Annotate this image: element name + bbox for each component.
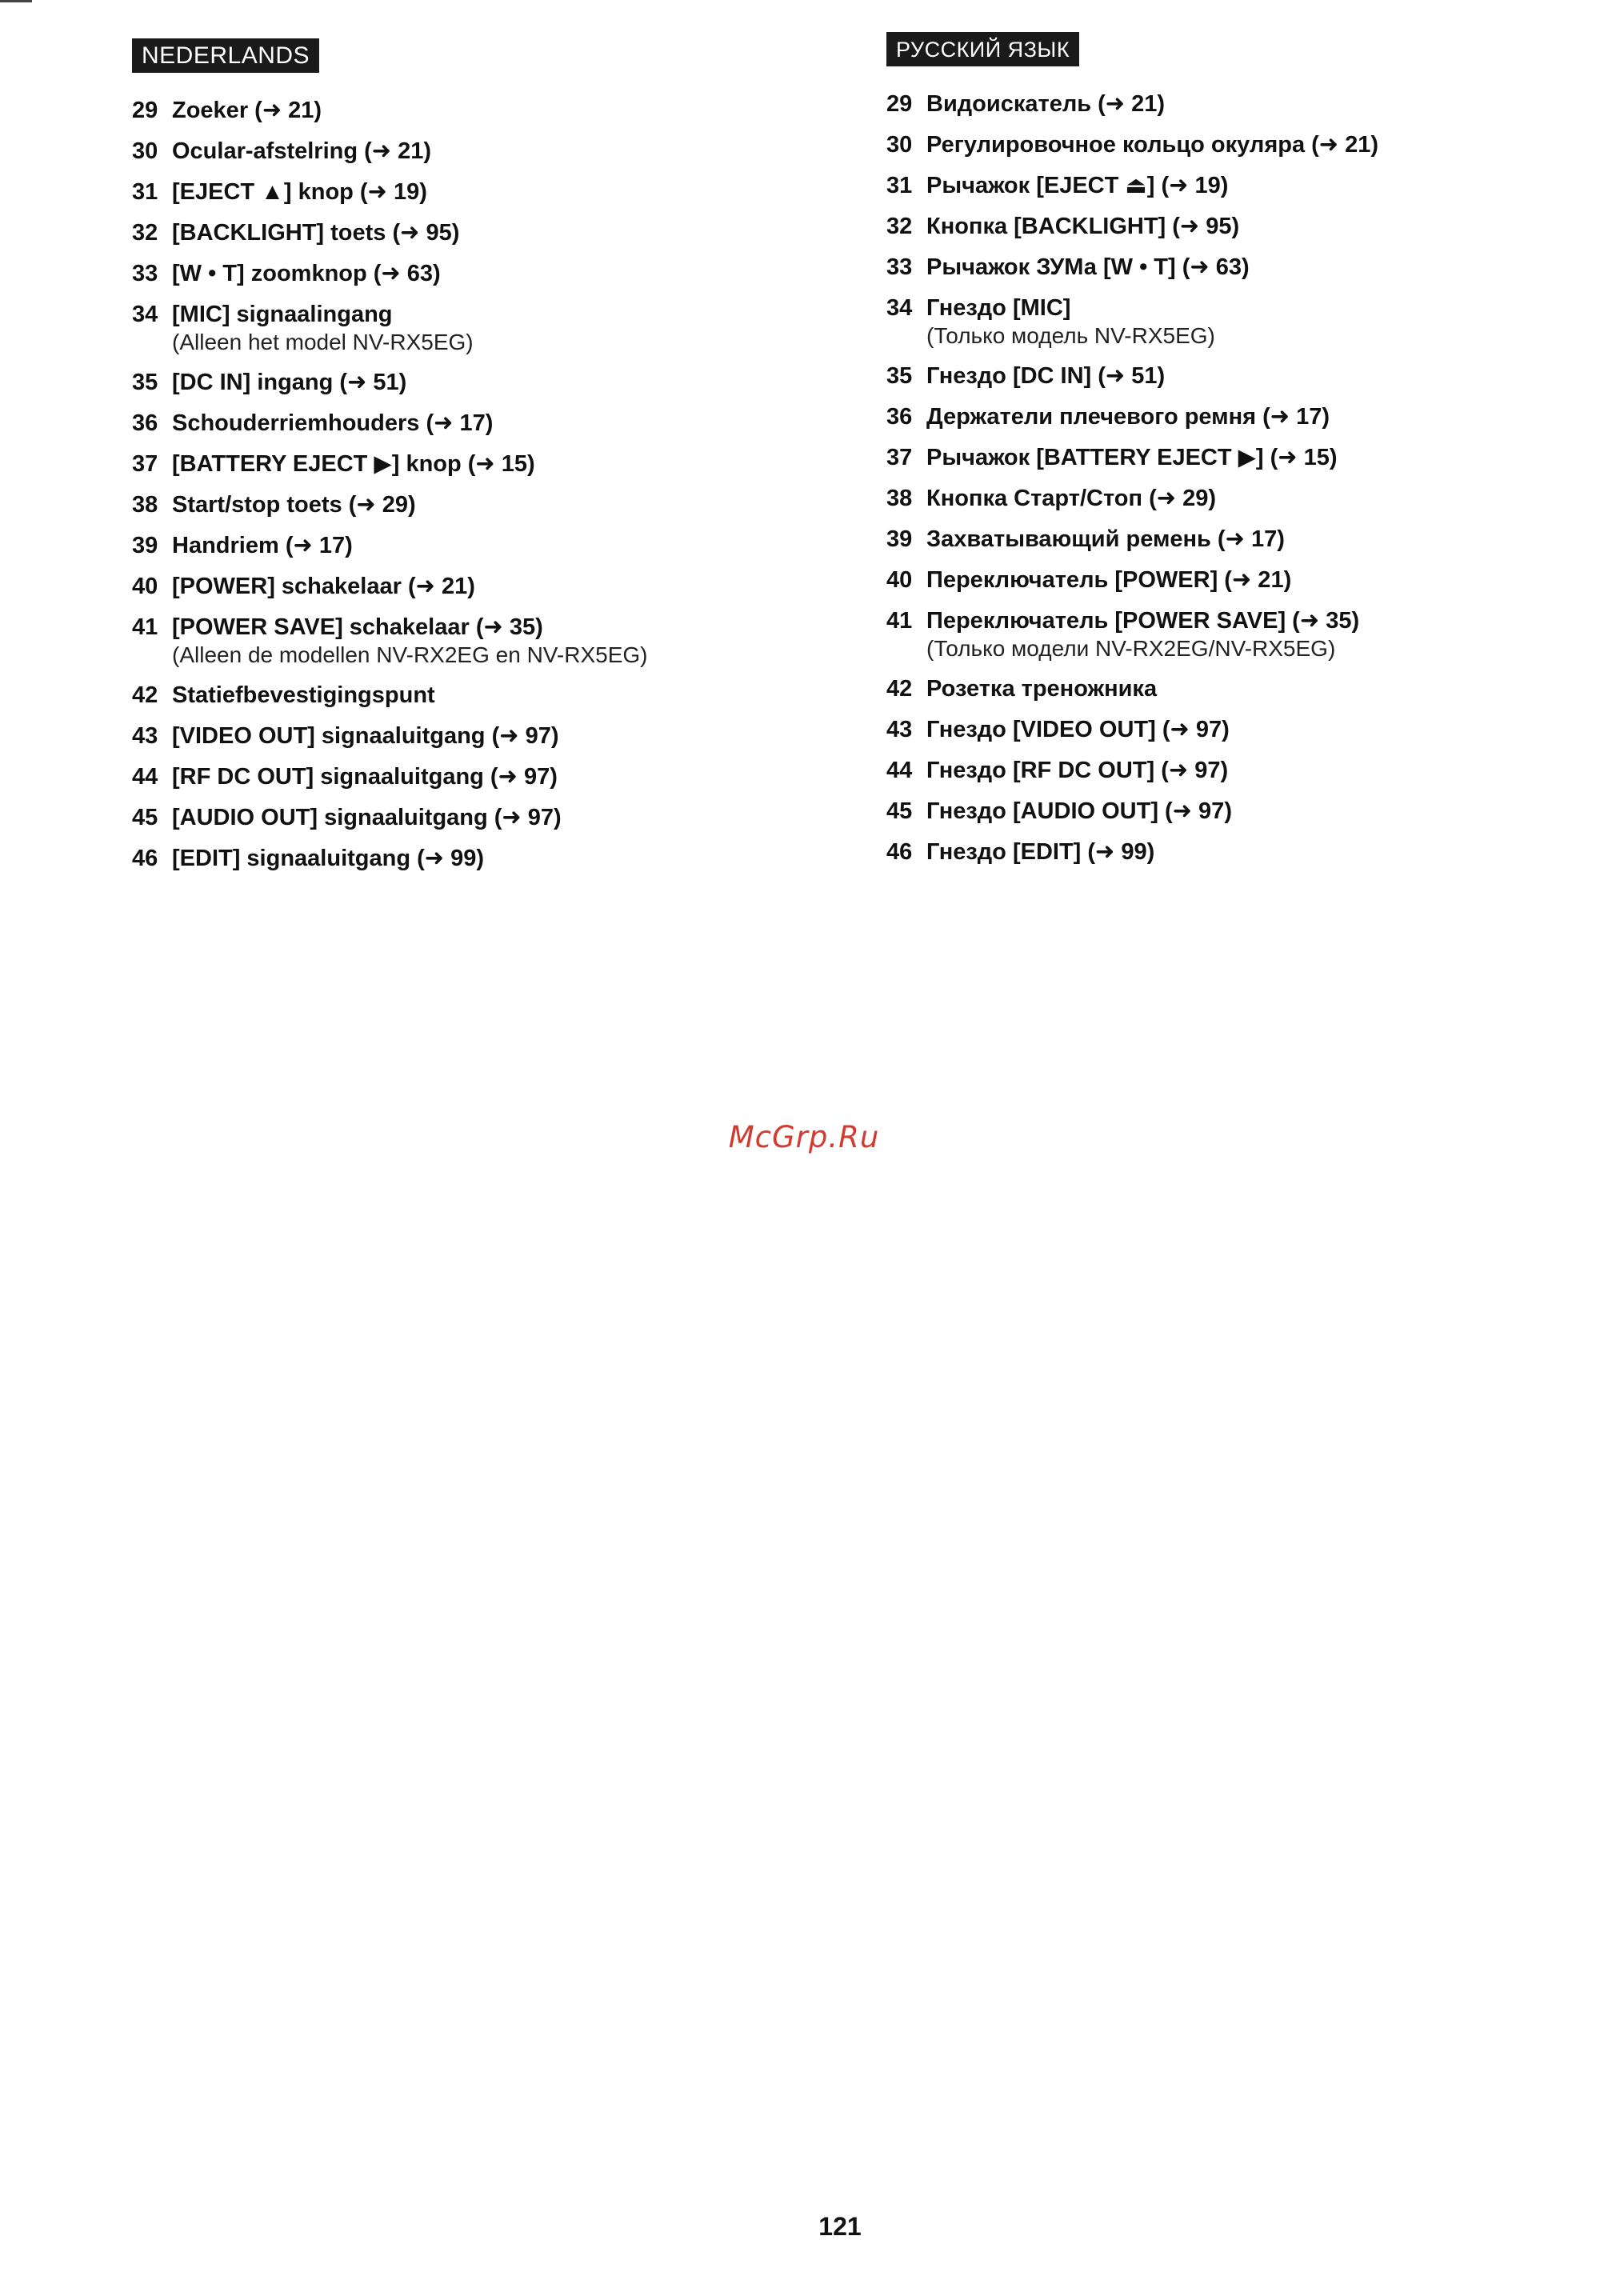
item-label: [BATTERY EJECT ▶] knop (➜ 15)	[172, 451, 535, 477]
item-number: 29	[132, 98, 158, 123]
item-label: Handriem (➜ 17)	[172, 533, 353, 558]
item-label: Гнездо [VIDEO OUT] (➜ 97)	[926, 717, 1230, 742]
item-number: 31	[132, 179, 158, 205]
item-label: [VIDEO OUT] signaaluitgang (➜ 97)	[172, 723, 559, 749]
list-item	[886, 484, 1378, 513]
item-label: [AUDIO OUT] signaaluitgang (➜ 97)	[172, 805, 562, 830]
list-item-line	[132, 572, 648, 601]
list-item	[132, 803, 648, 832]
list-item-line	[132, 722, 648, 750]
list-item-line	[132, 450, 648, 478]
list-item-line	[886, 756, 1378, 785]
list-item	[132, 681, 648, 710]
list-item	[886, 130, 1378, 159]
item-number: 40	[886, 567, 913, 593]
list-item-line	[886, 525, 1378, 554]
item-number: 37	[886, 445, 913, 470]
item-label: Гнездо [DC IN] (➜ 51)	[926, 363, 1166, 389]
item-number: 37	[132, 451, 158, 477]
list-item	[132, 218, 648, 247]
item-number: 41	[886, 608, 913, 634]
list-item	[886, 90, 1378, 118]
item-number: 43	[132, 723, 158, 749]
list-item-line	[886, 443, 1378, 472]
item-number: 33	[132, 261, 158, 286]
item-label: Видоискатель (➜ 21)	[926, 91, 1166, 117]
list-item-line	[886, 566, 1378, 594]
list-item-line	[132, 409, 648, 438]
list-item-line	[132, 803, 648, 832]
item-number: 42	[886, 676, 913, 702]
item-number: 38	[886, 486, 913, 511]
list-item	[132, 409, 648, 438]
item-number: 35	[132, 370, 158, 395]
item-label: [BACKLIGHT] toets (➜ 95)	[172, 220, 460, 246]
item-label: Переключатель [POWER SAVE] (➜ 35)	[926, 608, 1360, 634]
list-item	[886, 674, 1378, 703]
item-label: [DC IN] ingang (➜ 51)	[172, 370, 407, 395]
list-item-line	[886, 402, 1378, 431]
list-item	[886, 797, 1378, 826]
list-item-line	[132, 490, 648, 519]
list-item-line	[886, 253, 1378, 282]
russian-header: РУССКИЙ ЯЗЫК	[886, 32, 1079, 66]
list-item	[132, 613, 648, 669]
item-label: Кнопка [BACKLIGHT] (➜ 95)	[926, 214, 1240, 239]
watermark: McGrp.Ru	[728, 1120, 880, 1154]
list-item	[132, 259, 648, 288]
item-number: 45	[132, 805, 158, 830]
item-label: [POWER] schakelaar (➜ 21)	[172, 574, 475, 599]
item-number: 30	[132, 138, 158, 164]
list-item	[886, 715, 1378, 744]
item-label: Гнездо [AUDIO OUT] (➜ 97)	[926, 798, 1232, 824]
item-label: Регулировочное кольцо окуляра (➜ 21)	[926, 132, 1379, 158]
item-number: 35	[886, 363, 913, 389]
list-item-line	[132, 613, 648, 642]
item-number: 38	[132, 492, 158, 518]
item-label: Statiefbevestigingspunt	[172, 682, 435, 708]
list-item	[132, 300, 648, 356]
item-number: 40	[132, 574, 158, 599]
item-label: Рычажок [EJECT ⏏] (➜ 19)	[926, 173, 1229, 198]
list-item-line	[132, 96, 648, 125]
item-number: 46	[886, 839, 913, 865]
list-item-line	[886, 212, 1378, 241]
list-item-line	[132, 218, 648, 247]
item-number: 30	[886, 132, 913, 158]
item-label: [W • T] zoomknop (➜ 63)	[172, 261, 441, 286]
item-number: 41	[132, 614, 158, 640]
list-item	[132, 96, 648, 125]
list-item-line	[886, 715, 1378, 744]
item-label: Захватывающий ремень (➜ 17)	[926, 526, 1285, 552]
item-label: Гнездо [RF DC OUT] (➜ 97)	[926, 758, 1229, 783]
item-number: 43	[886, 717, 913, 742]
list-item-line	[132, 137, 648, 166]
item-number: 31	[886, 173, 913, 198]
item-number: 44	[132, 764, 158, 790]
list-item	[886, 402, 1378, 431]
item-label: [RF DC OUT] signaaluitgang (➜ 97)	[172, 764, 558, 790]
item-number: 36	[886, 404, 913, 430]
item-label: Zoeker (➜ 21)	[172, 98, 322, 123]
item-number: 44	[886, 758, 913, 783]
item-number: 32	[132, 220, 158, 246]
list-item	[132, 178, 648, 206]
list-item	[886, 171, 1378, 200]
list-item	[886, 253, 1378, 282]
list-item-line	[886, 838, 1378, 866]
item-note: (Alleen het model NV-RX5EG)	[172, 330, 474, 354]
list-item-line	[886, 130, 1378, 159]
list-item-line	[132, 531, 648, 560]
list-item	[132, 137, 648, 166]
item-number: 39	[132, 533, 158, 558]
item-label: Держатели плечевого ремня (➜ 17)	[926, 404, 1330, 430]
list-item-line	[886, 606, 1378, 635]
item-number: 46	[132, 846, 158, 871]
item-note: (Только модели NV-RX2EG/NV-RX5EG)	[926, 636, 1336, 661]
item-number: 36	[132, 410, 158, 436]
list-item	[886, 756, 1378, 785]
list-item	[132, 368, 648, 397]
item-label: Розетка треножника	[926, 676, 1158, 702]
page-number: 121	[818, 2212, 862, 2241]
item-label: Рычажок [BATTERY EJECT ▶] (➜ 15)	[926, 445, 1338, 470]
item-number: 32	[886, 214, 913, 239]
list-item-line	[132, 681, 648, 710]
item-number: 45	[886, 798, 913, 824]
item-number: 39	[886, 526, 913, 552]
list-item-line	[886, 171, 1378, 200]
list-item-line	[886, 674, 1378, 703]
item-label: [POWER SAVE] schakelaar (➜ 35)	[172, 614, 543, 640]
list-item-line	[886, 797, 1378, 826]
item-label: Гнездо [EDIT] (➜ 99)	[926, 839, 1155, 865]
item-label: Start/stop toets (➜ 29)	[172, 492, 416, 518]
list-item	[886, 606, 1378, 662]
list-item	[132, 844, 648, 873]
list-item-line	[132, 844, 648, 873]
list-item-line	[886, 90, 1378, 118]
list-item-line	[132, 300, 648, 329]
list-item	[886, 838, 1378, 866]
item-label: Кнопка Старт/Стоп (➜ 29)	[926, 486, 1216, 511]
list-item	[132, 722, 648, 750]
item-number: 34	[132, 302, 158, 327]
list-item	[886, 566, 1378, 594]
list-item	[132, 572, 648, 601]
item-label: Ocular-afstelring (➜ 21)	[172, 138, 432, 164]
list-item	[886, 362, 1378, 390]
list-item-line	[132, 259, 648, 288]
list-item-line	[886, 294, 1378, 322]
nederlands-header: NEDERLANDS	[132, 38, 319, 73]
list-item-line	[132, 762, 648, 791]
item-number: 34	[886, 295, 913, 321]
item-label: [MIC] signaalingang	[172, 302, 393, 327]
list-item-line	[886, 484, 1378, 513]
list-item	[132, 762, 648, 791]
item-label: [EDIT] signaaluitgang (➜ 99)	[172, 846, 485, 871]
item-label: Рычажок ЗУМа [W • T] (➜ 63)	[926, 254, 1250, 280]
item-label: Переключатель [POWER] (➜ 21)	[926, 567, 1292, 593]
list-item	[886, 212, 1378, 241]
item-number: 29	[886, 91, 913, 117]
list-item	[886, 525, 1378, 554]
item-note: (Alleen de modellen NV-RX2EG en NV-RX5EG)	[172, 642, 648, 667]
scan-corner-mark	[0, 0, 32, 2]
item-label: Schouderriemhouders (➜ 17)	[172, 410, 494, 436]
list-item-line	[132, 368, 648, 397]
list-item	[886, 443, 1378, 472]
russian-parts-list	[886, 90, 1378, 878]
item-note: (Только модель NV-RX5EG)	[926, 323, 1215, 348]
item-number: 33	[886, 254, 913, 280]
list-item	[132, 490, 648, 519]
list-item	[132, 450, 648, 478]
item-number: 42	[132, 682, 158, 708]
nederlands-parts-list	[132, 96, 648, 885]
list-item-line	[132, 178, 648, 206]
list-item	[886, 294, 1378, 350]
list-item	[132, 531, 648, 560]
list-item-line	[886, 362, 1378, 390]
item-label: Гнездо [MIC]	[926, 295, 1071, 321]
item-label: [EJECT ▲] knop (➜ 19)	[172, 179, 427, 205]
